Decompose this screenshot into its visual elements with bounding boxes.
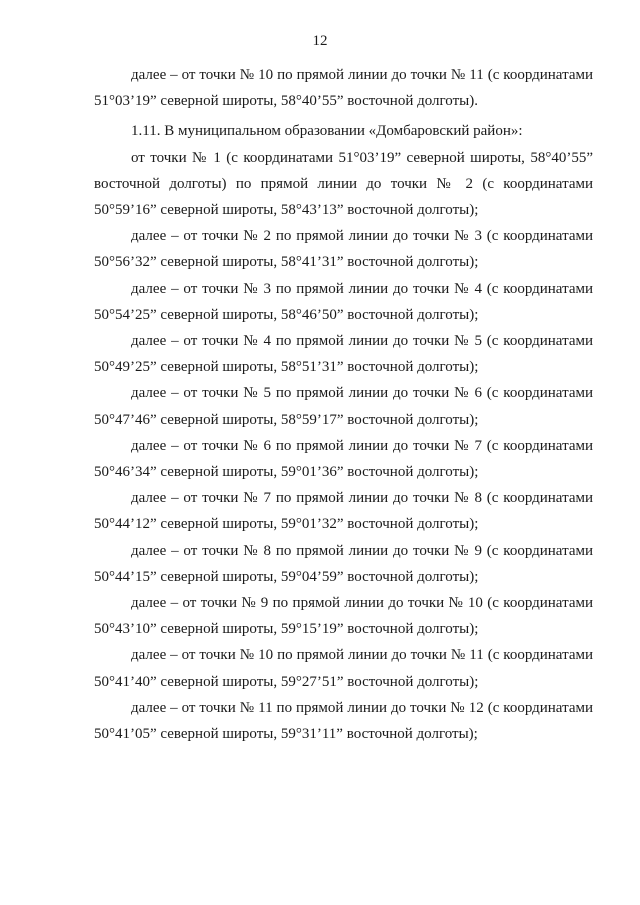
paragraph: далее – от точки № 4 по прямой линии до точки № 5 (с координатами 50°49’25” северной широты, 58°51’31” восточной долготы); <box>94 333 593 376</box>
paragraph: далее – от точки № 11 по прямой линии до точки № 12 (с координатами 50°41’05” северной широты, 59°31’11” восточной долготы); <box>94 699 593 743</box>
paragraph: далее – от точки № 2 по прямой линии до точки № 3 (с координатами 50°56’32” северной широты, 58°41’31” восточной долготы); <box>94 228 593 271</box>
paragraph: далее – от точки № 10 по прямой линии до точки № 11 (с координатами 50°41’40” северной широты, 59°27’51” восточной долготы); <box>94 647 593 690</box>
paragraph: далее – от точки № 9 по прямой линии до точки № 10 (с координатами 50°43’10” северной широты, 59°15’19” восточной долготы); <box>94 595 593 638</box>
paragraph: далее – от точки № 8 по прямой линии до точки № 9 (с координатами 50°44’15” северной широты, 59°04’59” восточной долготы); <box>94 542 593 585</box>
paragraph: от точки № 1 (с координатами 51°03’19” северной широты, 58°40’55” восточной долготы) по прямой линии до точки № 2 (с координатами 50°59’16” северной широты, 58°43’13” восточной долготы); <box>94 149 593 219</box>
document-body <box>94 62 593 747</box>
paragraph: далее – от точки № 6 по прямой линии до точки № 7 (с координатами 50°46’34” северной широты, 59°01’36” восточной долготы); <box>94 437 593 481</box>
page-number: 12 <box>312 33 328 49</box>
paragraph: далее – от точки № 3 по прямой линии до точки № 4 (с координатами 50°54’25” северной широты, 58°46’50” восточной долготы); <box>94 280 593 323</box>
section-heading: 1.11. В муниципальном образовании «Домбаровский район»: <box>131 123 523 140</box>
paragraph: далее – от точки № 10 по прямой линии до точки № 11 (с координатами 51°03’19” северной широты, 58°40’55” восточной долготы). <box>94 67 593 110</box>
paragraph: далее – от точки № 5 по прямой линии до точки № 6 (с координатами 50°47’46” северной широты, 58°59’17” восточной долготы); <box>94 385 593 428</box>
paragraph: далее – от точки № 7 по прямой линии до точки № 8 (с координатами 50°44’12” северной широты, 59°01’32” восточной долготы); <box>94 490 593 533</box>
